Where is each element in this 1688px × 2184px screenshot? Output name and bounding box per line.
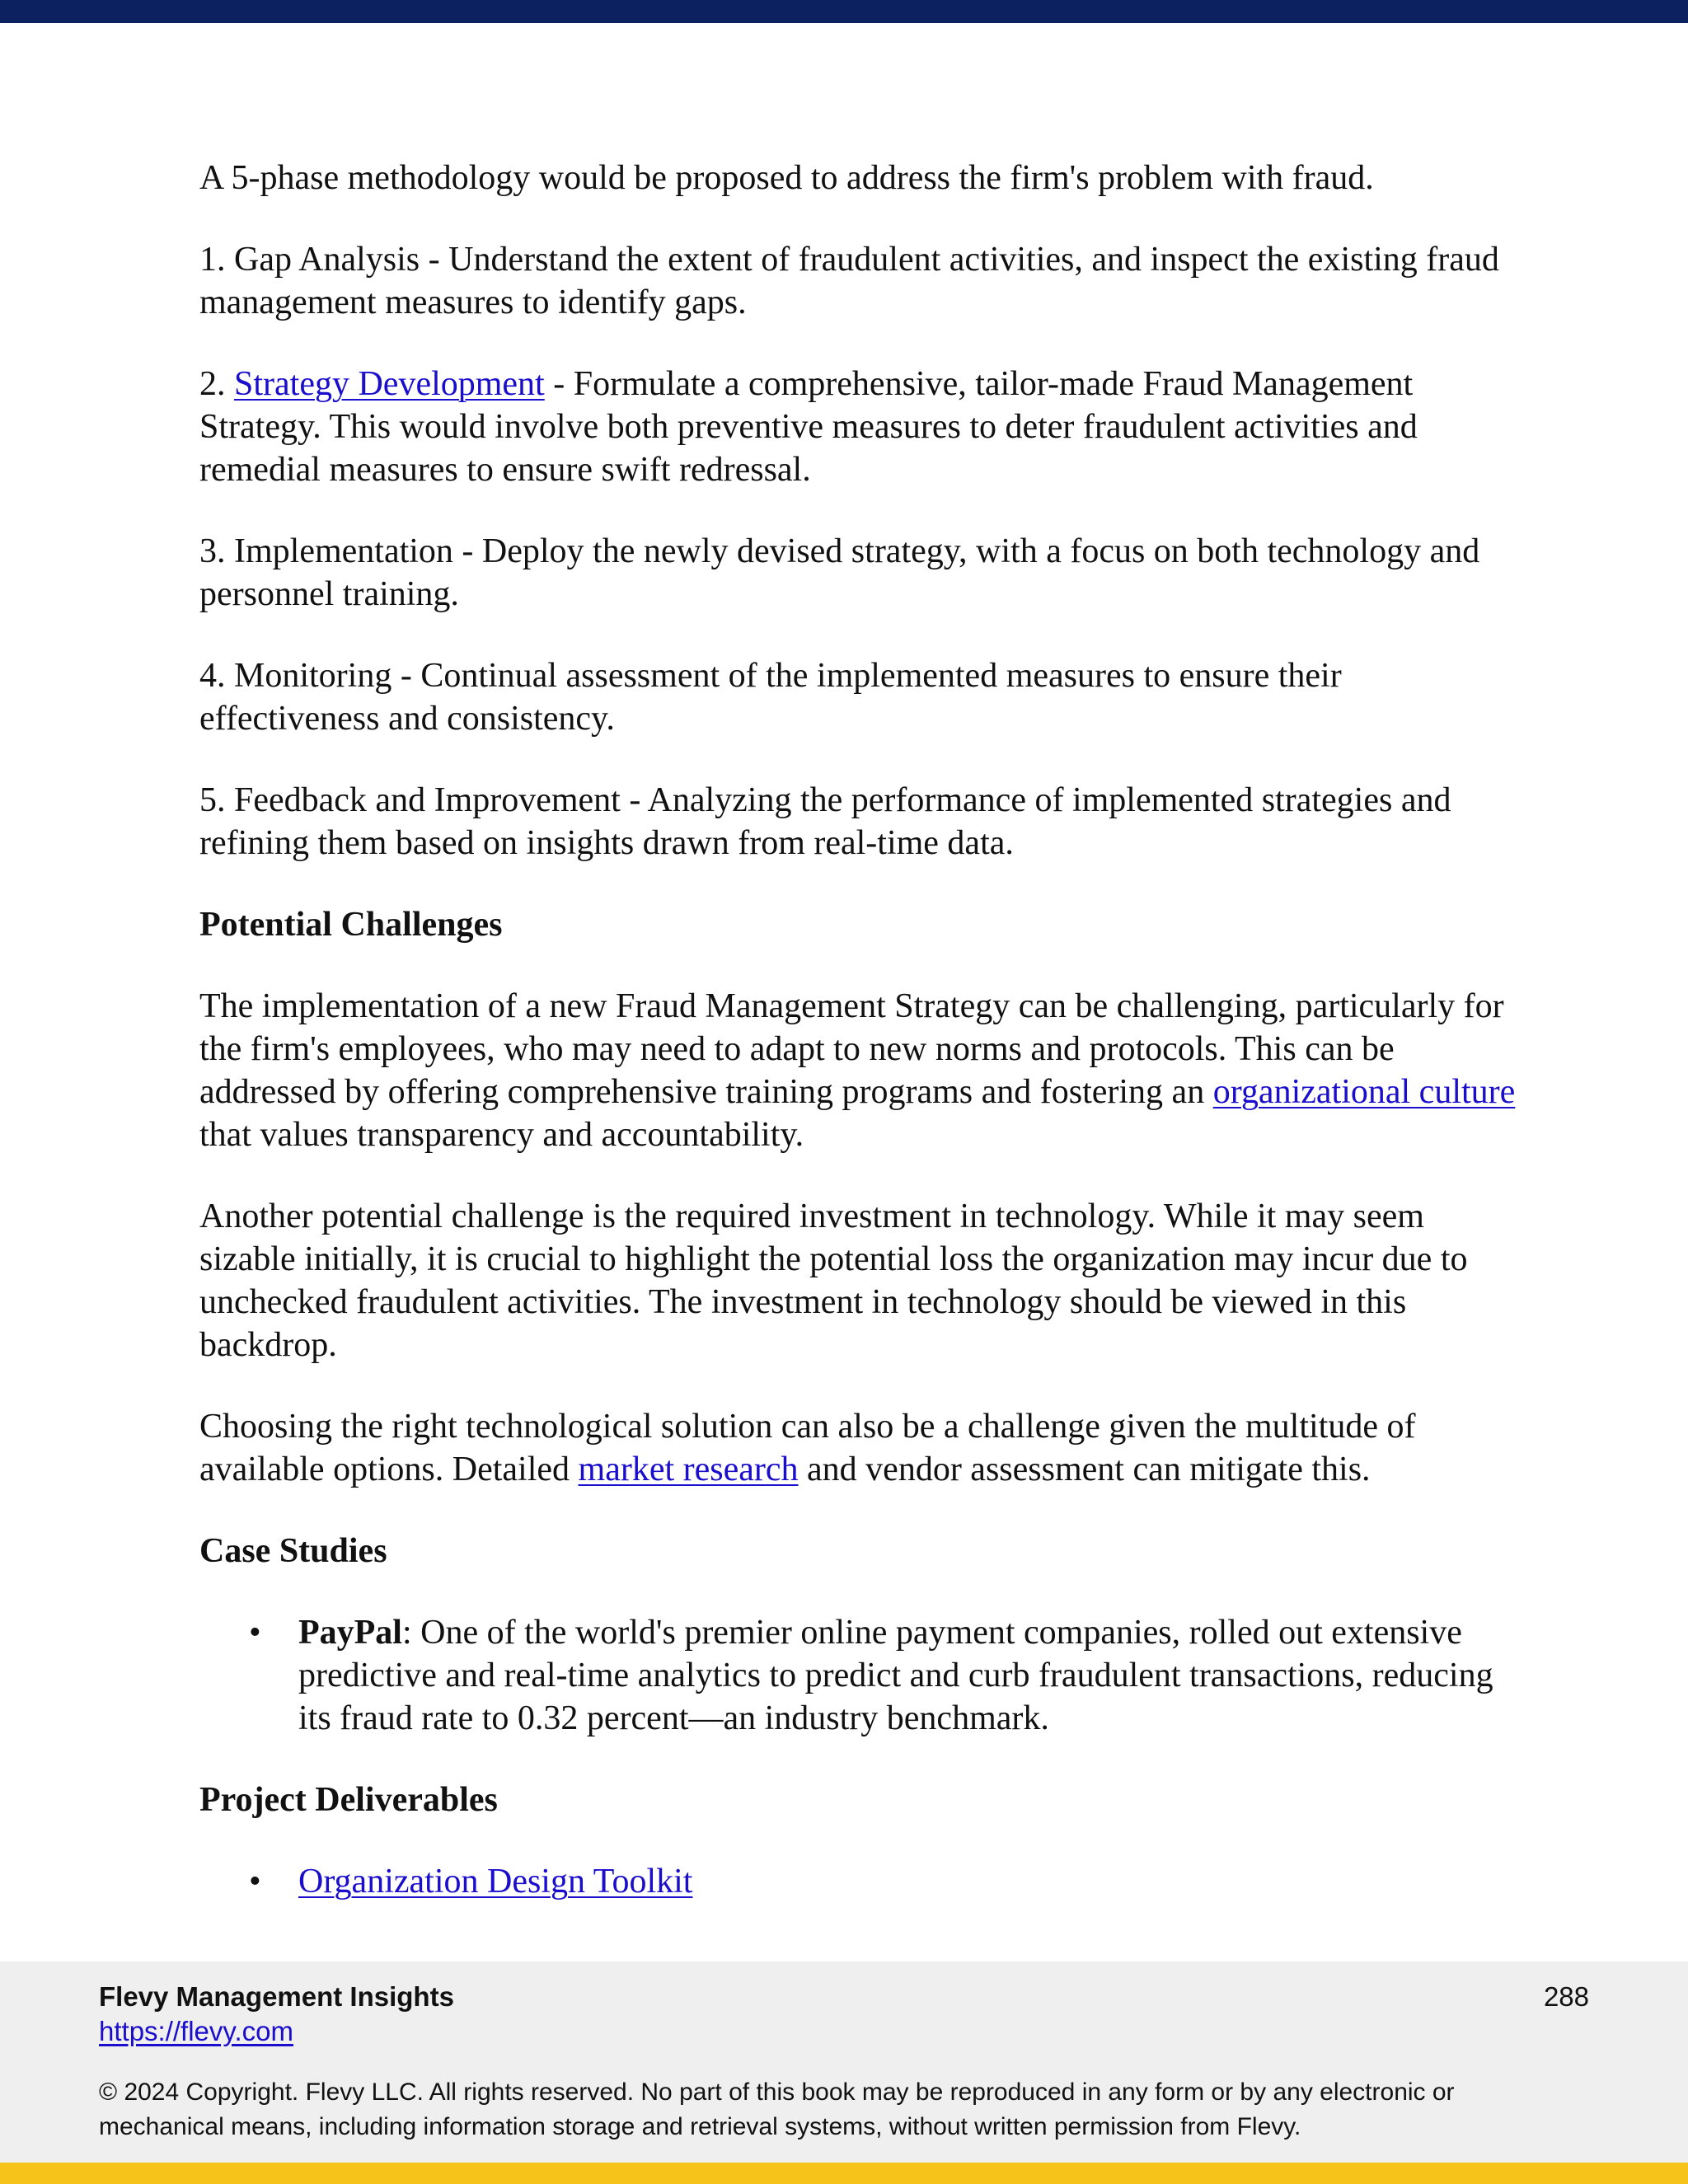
challenges-paragraph-3-end: and vendor assessment can mitigate this. [798, 1451, 1371, 1488]
bullet-icon: • [249, 1614, 261, 1652]
intro-paragraph: A 5-phase methodology would be proposed to address the firm's problem with fraud. [199, 159, 1374, 197]
case-studies-list [199, 1611, 1518, 1740]
case-study-name: PayPal [298, 1614, 402, 1652]
challenges-paragraph-3-start: Choosing the right technological solution can also be a challenge given the multitude of available options. Detailed [199, 1408, 1416, 1488]
deliverables-list [199, 1860, 1518, 1903]
footer-url-link[interactable]: https://flevy.com [99, 2016, 293, 2046]
case-study-item [199, 1611, 1518, 1740]
top-accent-bar [0, 0, 1688, 23]
page-footer [0, 1961, 1688, 2163]
bullet-icon: • [249, 1863, 261, 1900]
phase-2-text: - Formulate a comprehensive, tailor-made Fraud Management Strategy. This would involve both preventive measures to deter fraudulent activities and remedial measures to ensure swift redressal. [199, 365, 1418, 489]
phase-1-paragraph: 1. Gap Analysis - Understand the extent of fraudulent activities, and inspect the existing fraud management measures to identify gaps. [199, 241, 1499, 321]
strategy-development-link[interactable]: Strategy Development [234, 365, 545, 403]
challenges-paragraph-1-end: that values transparency and accountability. [199, 1116, 804, 1154]
deliverable-item [199, 1860, 1518, 1903]
market-research-link[interactable]: market research [578, 1451, 799, 1488]
challenges-paragraph-1 [199, 985, 1518, 1156]
bottom-accent-bar [0, 2163, 1688, 2184]
phase-4-paragraph: 4. Monitoring - Continual assessment of the implemented measures to ensure their effectiveness and consistency. [199, 657, 1342, 738]
phase-2-paragraph [199, 363, 1518, 491]
footer-brand: Flevy Management Insights [99, 1981, 454, 2012]
document-body [199, 157, 1518, 1942]
phase-2-prefix: 2. [199, 365, 234, 403]
case-study-text: : One of the world's premier online payment companies, rolled out extensive predictive and real-time analytics to predict and curb fraudulent transactions, reducing its fraud rate to 0.32 percent—an industry benchmark. [298, 1614, 1493, 1737]
challenges-paragraph-1-start: The implementation of a new Fraud Management Strategy can be challenging, particularly for the firm's employees, who may need to adapt to new norms and protocols. This can be addressed by offering comprehensive training programs and fostering an [199, 987, 1504, 1111]
organization-design-toolkit-link[interactable]: Organization Design Toolkit [298, 1863, 693, 1900]
project-deliverables-heading: Project Deliverables [199, 1781, 498, 1819]
phase-3-paragraph: 3. Implementation - Deploy the newly devised strategy, with a focus on both technology and personnel training. [199, 532, 1480, 613]
copyright-notice: © 2024 Copyright. Flevy LLC. All rights reserved. No part of this book may be reproduced in any form or by any electronic or mechanical means, including information storage and retrieval systems, without written permission from Flevy. [99, 2079, 1455, 2140]
page-number: 288 [1543, 1981, 1589, 2012]
case-studies-heading: Case Studies [199, 1532, 387, 1570]
challenges-paragraph-3 [199, 1405, 1518, 1491]
potential-challenges-heading: Potential Challenges [199, 906, 503, 944]
organizational-culture-link[interactable]: organizational culture [1212, 1073, 1516, 1111]
challenges-paragraph-2: Another potential challenge is the required investment in technology. While it may seem sizable initially, it is crucial to highlight the potential loss the organization may incur due to unchecked fraudulent activities. The investment in technology should be viewed in this backdrop. [199, 1197, 1468, 1364]
phase-5-paragraph: 5. Feedback and Improvement - Analyzing the performance of implemented strategies and refining them based on insights drawn from real-time data. [199, 781, 1451, 862]
